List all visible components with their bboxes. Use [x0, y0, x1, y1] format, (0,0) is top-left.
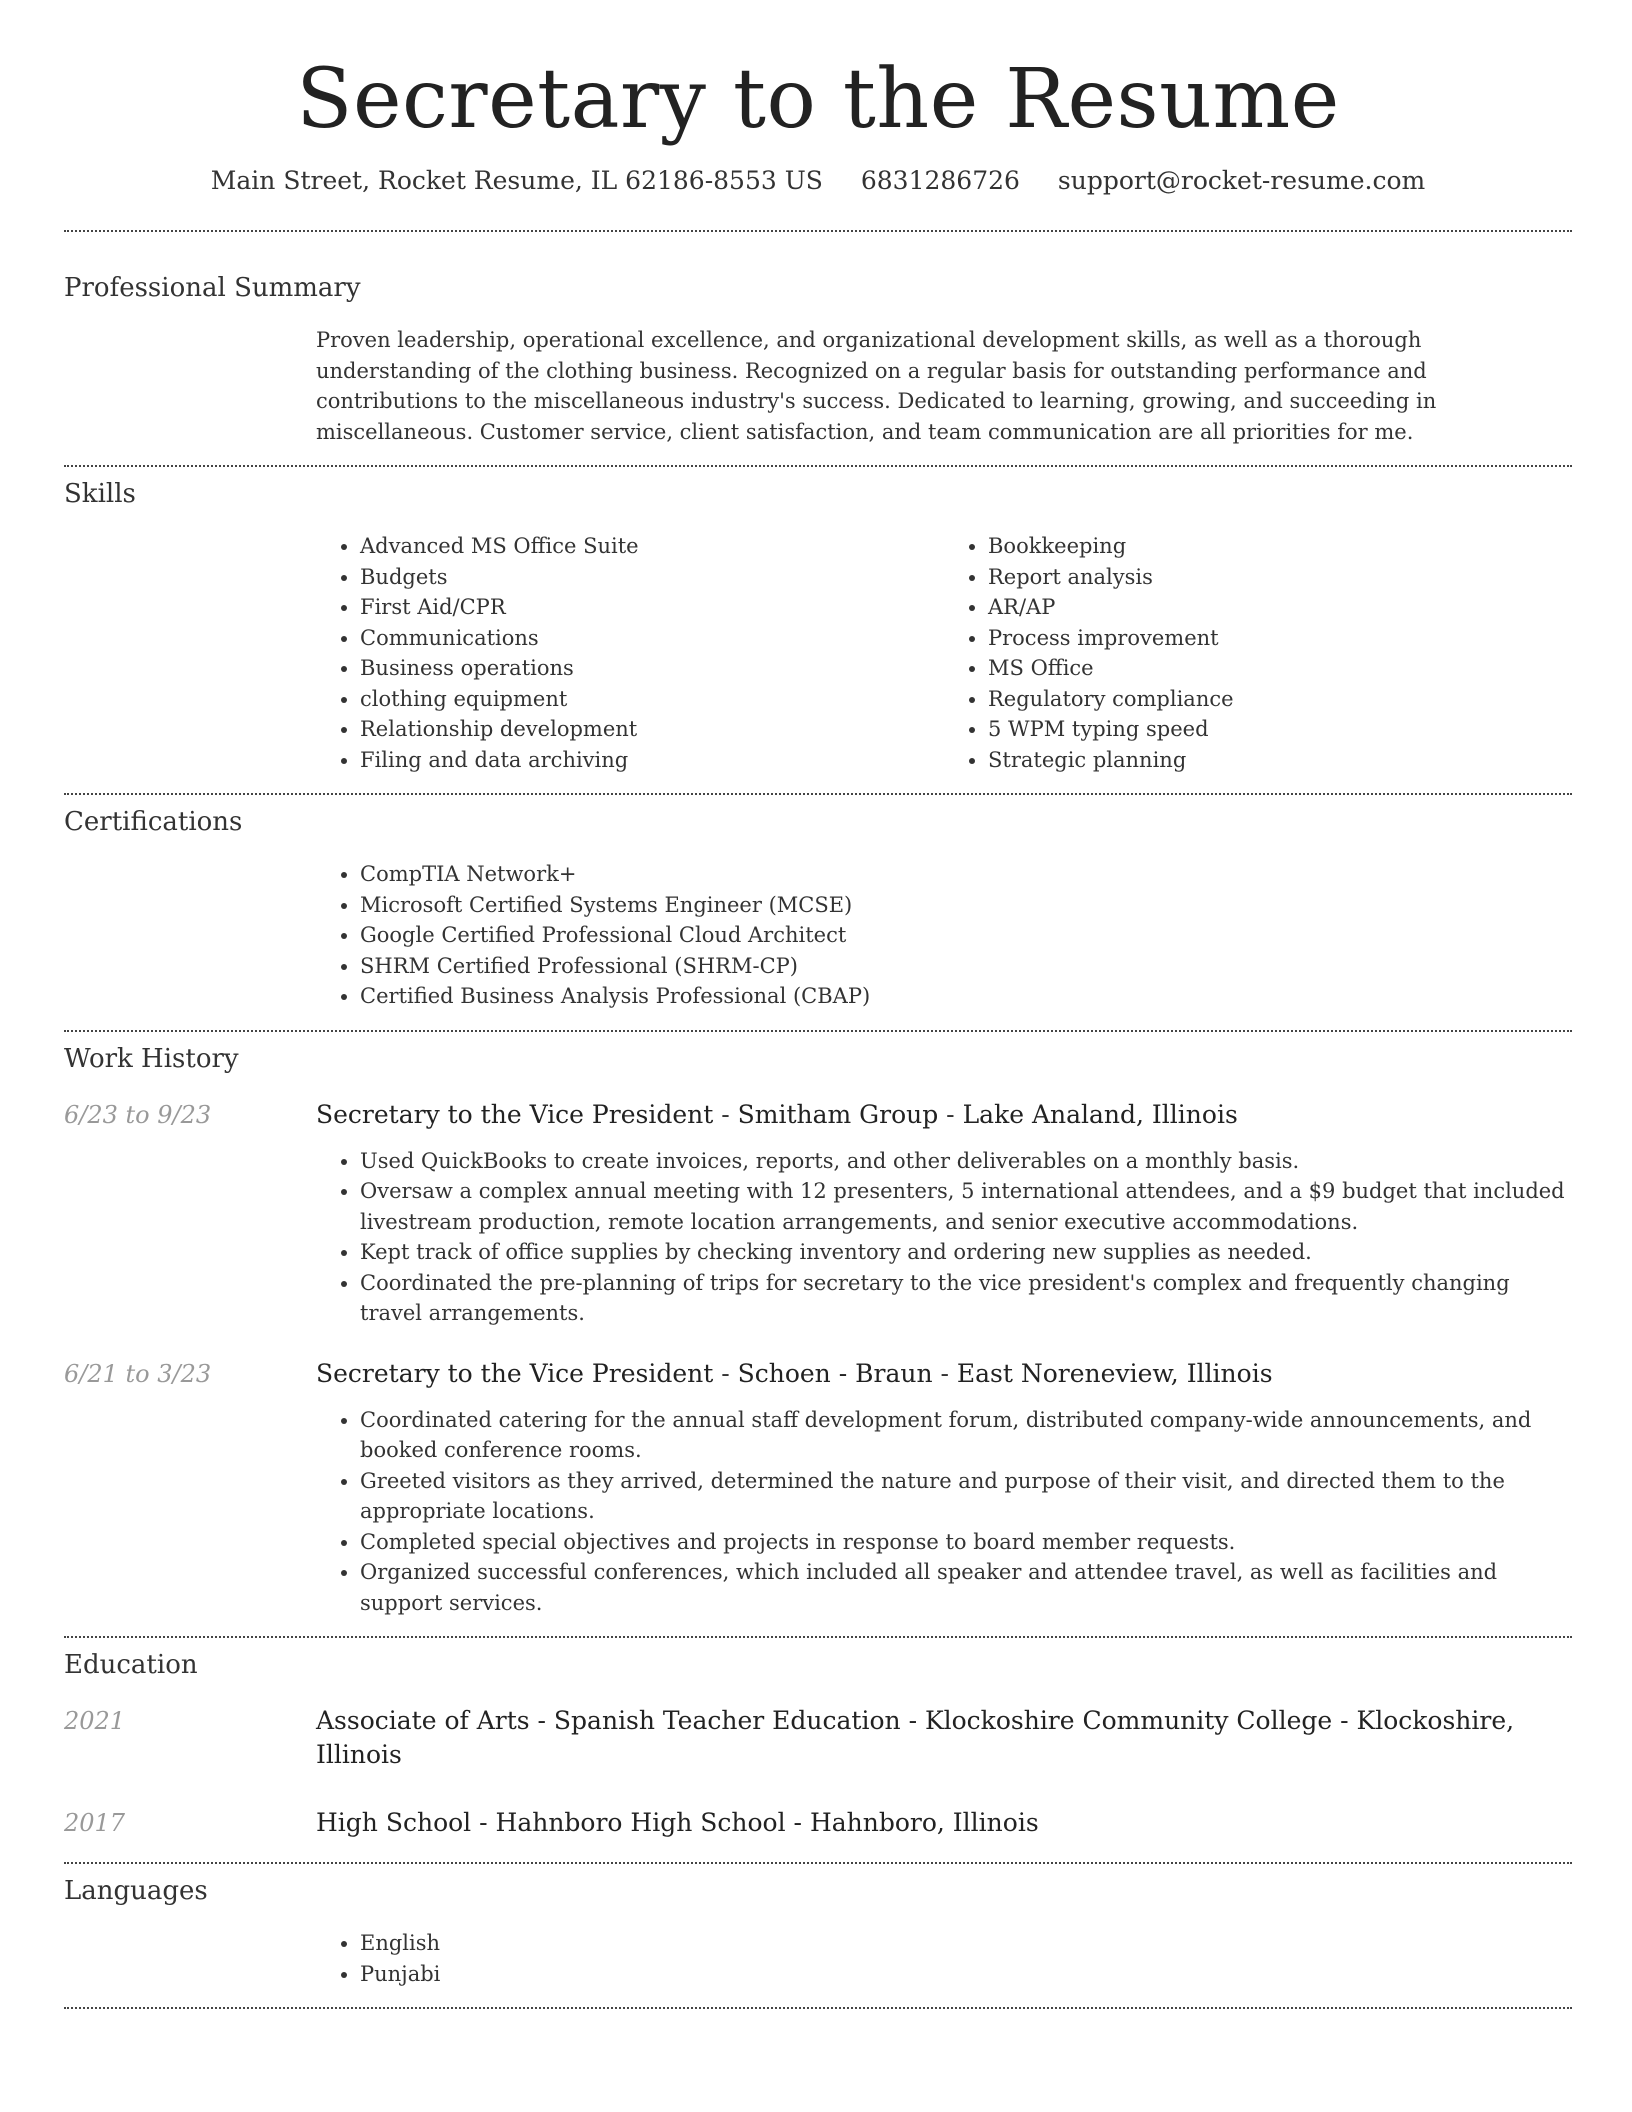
education-section: [64, 1638, 1572, 1840]
list-item: • Process improvement: [988, 623, 1572, 654]
certifications-list: [316, 859, 1572, 1012]
list-item: • Strategic planning: [988, 745, 1572, 776]
list-item: • Regulatory compliance: [988, 684, 1572, 715]
list-item: • Certified Business Analysis Professional (CBAP): [360, 981, 1572, 1012]
contact-phone: 6831286726: [860, 166, 1020, 195]
list-item: • CompTIA Network+: [360, 859, 1572, 890]
candidate-name: Secretary to the Resume: [296, 52, 1340, 147]
list-item: • Oversaw a complex annual meeting with 12 presenters, 5 international attendees, and a $9 budget that included livestream production, remote location arrangements, and senior executive accommodations.: [360, 1176, 1572, 1237]
education-year: 2017: [64, 1809, 126, 1837]
list-item: • SHRM Certified Professional (SHRM-CP): [360, 951, 1572, 982]
work-history-section: [64, 1032, 1572, 1619]
job-entry: [64, 1098, 1572, 1329]
job-bullet-list: [316, 1146, 1572, 1329]
job-role: Secretary to the Vice President: [316, 1099, 714, 1129]
skills-list-left: [316, 531, 944, 775]
list-item: • Coordinated the pre-planning of trips for secretary to the vice president's complex and frequently changing travel arrangements.: [360, 1268, 1572, 1329]
education-text: High School - Hahnboro High School - Hahnboro, Illinois: [316, 1808, 1039, 1837]
skills-grid: [316, 531, 1572, 775]
list-item: • Greeted visitors as they arrived, determined the nature and purpose of their visit, and directed them to the appropriate locations.: [360, 1466, 1572, 1527]
summary-text: Proven leadership, operational excellence, and organizational development skills, as well as a thorough understanding of the clothing business. Recognized on a regular basis for outstanding performance and contributions to the miscellaneous industry's success. Dedicated to learning, growing, and succeeding in miscellaneous. Customer service, client satisfaction, and team communication are all priorities for me.: [316, 328, 1437, 444]
summary-section: [64, 232, 1572, 447]
list-item: • Punjabi: [360, 1959, 1572, 1990]
education-entry: [64, 1806, 1572, 1840]
list-item: • First Aid/CPR: [360, 592, 944, 623]
job-dates: 6/23 to 9/23: [64, 1100, 212, 1129]
contact-line: [64, 164, 1572, 198]
languages-section: [64, 1864, 1572, 1989]
job-location: East Noreneview, Illinois: [956, 1358, 1273, 1388]
languages-list-wrap: [316, 1928, 1572, 1989]
list-item: • English: [360, 1928, 1572, 1959]
section-title: Education: [64, 1650, 198, 1680]
job-entry: [64, 1357, 1572, 1619]
job-bullets: [316, 1146, 1572, 1329]
divider: [64, 2007, 1572, 2009]
job-dates: 6/21 to 3/23: [64, 1359, 212, 1388]
list-item: • Report analysis: [988, 562, 1572, 593]
education-entry: [64, 1704, 1572, 1772]
languages-list: [316, 1928, 1572, 1989]
list-item: • Google Certified Professional Cloud Architect: [360, 920, 1572, 951]
list-item: • 5 WPM typing speed: [988, 714, 1572, 745]
certifications-list-wrap: [316, 859, 1572, 1012]
list-item: • Used QuickBooks to create invoices, reports, and other deliverables on a monthly basis.: [360, 1146, 1572, 1177]
list-item: • Communications: [360, 623, 944, 654]
section-title: Work History: [64, 1043, 239, 1074]
section-title: Skills: [64, 479, 136, 509]
job-header: [64, 1098, 1572, 1132]
job-title-line: Secretary to the Vice President - Smitham Group - Lake Analand, Illinois: [316, 1099, 1238, 1129]
contact-email: support@rocket-resume.com: [1057, 166, 1426, 195]
job-role: Secretary to the Vice President: [316, 1358, 714, 1388]
job-title-line: Secretary to the Vice President - Schoen - Braun - East Noreneview, Illinois: [316, 1358, 1273, 1388]
list-item: • Microsoft Certified Systems Engineer (MCSE): [360, 890, 1572, 921]
job-company: Smitham Group: [737, 1099, 939, 1129]
job-header: [64, 1357, 1572, 1391]
list-item: • Completed special objectives and projects in response to board member requests.: [360, 1527, 1572, 1558]
resume-page: [64, 0, 1572, 2009]
list-item: • MS Office: [988, 653, 1572, 684]
list-item: • AR/AP: [988, 592, 1572, 623]
job-company: Schoen - Braun: [737, 1358, 933, 1388]
list-item: • Organized successful conferences, which included all speaker and attendee travel, as well as facilities and support services.: [360, 1557, 1572, 1618]
list-item: • Advanced MS Office Suite: [360, 531, 944, 562]
list-item: • clothing equipment: [360, 684, 944, 715]
list-item: • Filing and data archiving: [360, 745, 944, 776]
section-title: Certifications: [64, 807, 243, 837]
section-title: Professional Summary: [64, 273, 361, 303]
job-location: Lake Analand, Illinois: [962, 1099, 1238, 1129]
list-item: • Relationship development: [360, 714, 944, 745]
list-item: • Bookkeeping: [988, 531, 1572, 562]
list-item: • Kept track of office supplies by checking inventory and ordering new supplies as needed.: [360, 1237, 1572, 1268]
job-bullets: [316, 1405, 1572, 1619]
skills-section: [64, 467, 1572, 775]
resume-header: [64, 0, 1572, 198]
list-item: • Business operations: [360, 653, 944, 684]
education-text: Associate of Arts - Spanish Teacher Education - Klockoshire Community College - Klockoshire, Illinois: [316, 1706, 1515, 1769]
list-item: • Budgets: [360, 562, 944, 593]
job-bullet-list: [316, 1405, 1572, 1619]
certifications-section: [64, 795, 1572, 1012]
list-item: • Coordinated catering for the annual staff development forum, distributed company-wide announcements, and booked conference rooms.: [360, 1405, 1572, 1466]
contact-address: Main Street, Rocket Resume, IL 62186-8553 US: [210, 166, 823, 195]
skills-list-right: [944, 531, 1572, 775]
education-year: 2021: [64, 1707, 126, 1735]
section-title: Languages: [64, 1876, 208, 1906]
